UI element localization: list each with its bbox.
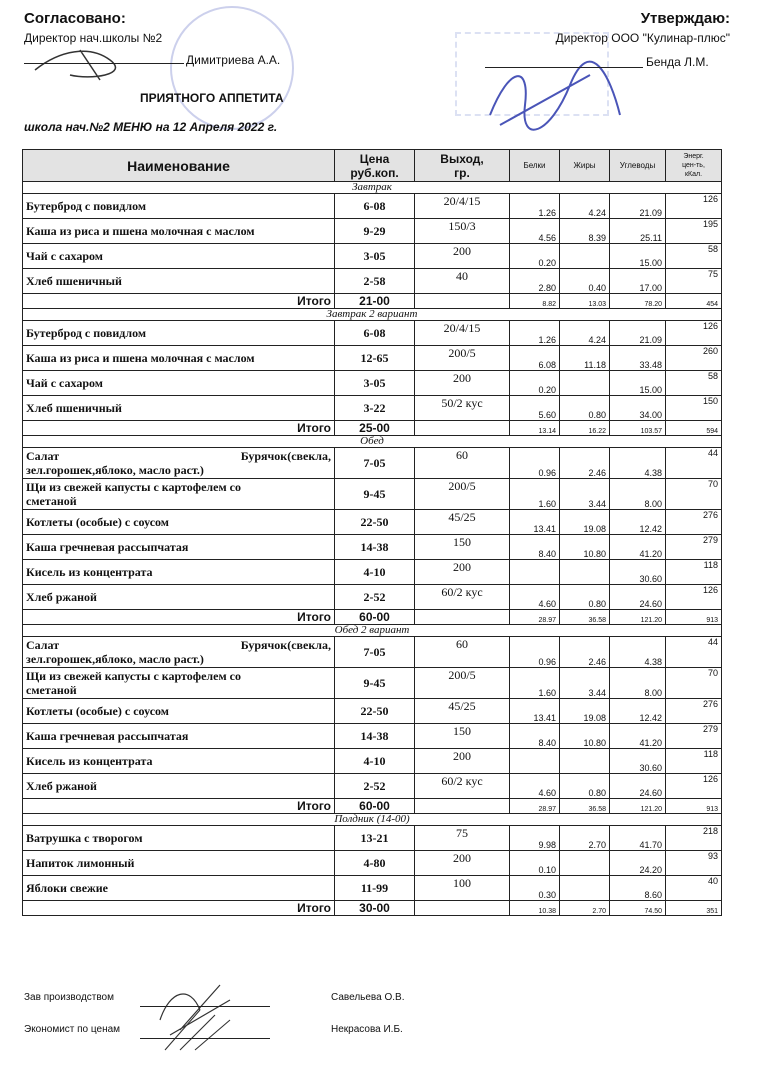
item-fat <box>560 560 610 585</box>
director-signature <box>470 55 640 145</box>
item-protein: 0.20 <box>510 244 560 269</box>
agreed-title: Согласовано: <box>24 10 126 27</box>
item-name: Чай с сахаром <box>23 371 335 396</box>
item-carbs: 8.00 <box>610 668 666 699</box>
item-name: Каша из риса и пшена молочная с маслом <box>23 346 335 371</box>
item-fat: 3.44 <box>560 668 610 699</box>
table-row <box>23 699 722 724</box>
total-price: 25-00 <box>335 421 415 436</box>
item-protein: 8.40 <box>510 724 560 749</box>
item-name-part: Бурячок(свекла, <box>240 638 331 652</box>
item-fat: 0.80 <box>560 585 610 610</box>
item-output: 60/2 кус <box>415 774 510 799</box>
menu-table <box>22 149 722 916</box>
item-carbs: 41.20 <box>610 535 666 560</box>
item-output: 200/5 <box>415 668 510 699</box>
item-energy: 276 <box>666 510 722 535</box>
item-energy: 279 <box>666 724 722 749</box>
item-energy: 195 <box>666 219 722 244</box>
item-energy: 93 <box>666 851 722 876</box>
item-name: Бутерброд с повидлом <box>23 194 335 219</box>
item-protein: 9.98 <box>510 826 560 851</box>
total-output-empty <box>415 421 510 436</box>
item-price: 2-52 <box>335 774 415 799</box>
total-energy: 351 <box>666 901 722 916</box>
item-fat: 4.24 <box>560 194 610 219</box>
item-price: 22-50 <box>335 699 415 724</box>
item-output: 200 <box>415 851 510 876</box>
total-fat: 36.58 <box>560 799 610 814</box>
footer-role-production: Зав производством <box>24 992 114 1003</box>
footer-role-economist: Экономист по ценам <box>24 1024 121 1035</box>
item-protein <box>510 749 560 774</box>
item-price: 4-10 <box>335 560 415 585</box>
total-label: Итого <box>23 421 335 436</box>
item-carbs: 25.11 <box>610 219 666 244</box>
item-protein: 0.30 <box>510 876 560 901</box>
table-row <box>23 826 722 851</box>
item-output: 150 <box>415 535 510 560</box>
item-output: 20/4/15 <box>415 321 510 346</box>
item-energy: 58 <box>666 244 722 269</box>
item-output: 200/5 <box>415 346 510 371</box>
item-price: 11-99 <box>335 876 415 901</box>
section-header <box>23 814 722 826</box>
total-label: Итого <box>23 294 335 309</box>
table-row <box>23 479 722 510</box>
item-name-part: зел.горошек,яблоко, масло раст.) <box>26 652 204 666</box>
total-output-empty <box>415 799 510 814</box>
total-energy: 454 <box>666 294 722 309</box>
item-carbs: 12.42 <box>610 510 666 535</box>
item-output: 45/25 <box>415 699 510 724</box>
item-protein: 2.80 <box>510 269 560 294</box>
section-title: Обед 2 вариант <box>23 625 722 637</box>
item-carbs: 24.60 <box>610 585 666 610</box>
col-protein: Белки <box>510 150 560 182</box>
item-fat: 0.80 <box>560 396 610 421</box>
item-carbs: 15.00 <box>610 244 666 269</box>
item-output: 200 <box>415 749 510 774</box>
total-price: 30-00 <box>335 901 415 916</box>
item-price: 12-65 <box>335 346 415 371</box>
section-title: Обед <box>23 436 722 448</box>
section-title: Полдник (14-00) <box>23 814 722 826</box>
item-protein: 8.40 <box>510 535 560 560</box>
item-name: Хлеб пшеничный <box>23 396 335 421</box>
table-header-row <box>23 150 722 182</box>
item-name-part: Салат <box>26 449 60 463</box>
total-energy: 913 <box>666 799 722 814</box>
item-name: Чай с сахаром <box>23 244 335 269</box>
agreed-signature-line <box>24 63 184 64</box>
item-price: 9-45 <box>335 479 415 510</box>
footer-person-economist: Некрасова И.Б. <box>331 1024 403 1035</box>
total-row <box>23 421 722 436</box>
item-protein: 0.10 <box>510 851 560 876</box>
item-energy: 126 <box>666 321 722 346</box>
item-protein: 6.08 <box>510 346 560 371</box>
item-energy: 70 <box>666 668 722 699</box>
approver-signature <box>30 40 150 90</box>
section-title: Завтрак 2 вариант <box>23 309 722 321</box>
total-output-empty <box>415 294 510 309</box>
total-protein: 8.82 <box>510 294 560 309</box>
total-energy: 594 <box>666 421 722 436</box>
item-energy: 58 <box>666 371 722 396</box>
table-row <box>23 774 722 799</box>
item-fat <box>560 876 610 901</box>
item-carbs: 24.60 <box>610 774 666 799</box>
agreed-position: Директор нач.школы №2 <box>24 31 163 45</box>
table-row <box>23 371 722 396</box>
total-fat: 36.58 <box>560 610 610 625</box>
item-protein: 1.26 <box>510 194 560 219</box>
item-carbs: 17.00 <box>610 269 666 294</box>
item-fat <box>560 244 610 269</box>
item-name: Хлеб ржаной <box>23 585 335 610</box>
total-protein: 28.97 <box>510 799 560 814</box>
item-protein: 0.96 <box>510 448 560 479</box>
col-price: Цена руб.коп. <box>335 150 415 182</box>
total-protein: 13.14 <box>510 421 560 436</box>
item-protein: 1.60 <box>510 479 560 510</box>
item-carbs: 4.38 <box>610 448 666 479</box>
table-row <box>23 396 722 421</box>
item-fat: 2.46 <box>560 448 610 479</box>
item-fat: 3.44 <box>560 479 610 510</box>
item-carbs: 21.09 <box>610 321 666 346</box>
item-price: 2-58 <box>335 269 415 294</box>
table-row <box>23 321 722 346</box>
item-carbs: 8.60 <box>610 876 666 901</box>
item-name: Хлеб пшеничный <box>23 269 335 294</box>
total-row <box>23 610 722 625</box>
footer-line-2 <box>140 1038 270 1039</box>
item-name-part: зел.горошек,яблоко, масло раст.) <box>26 463 204 477</box>
item-output: 20/4/15 <box>415 194 510 219</box>
item-name <box>23 448 335 479</box>
item-energy: 44 <box>666 448 722 479</box>
item-name-part: Щи из свежей капусты с картофелем со <box>26 480 241 494</box>
item-name: Котлеты (особые) с соусом <box>23 699 335 724</box>
footer-signature-2 <box>160 1005 240 1055</box>
total-row <box>23 901 722 916</box>
item-protein: 1.60 <box>510 668 560 699</box>
item-name: Каша гречневая рассыпчатая <box>23 724 335 749</box>
table-row <box>23 244 722 269</box>
total-price: 60-00 <box>335 610 415 625</box>
footer-person-production: Савельева О.В. <box>331 992 405 1003</box>
item-output: 200 <box>415 560 510 585</box>
item-name <box>23 637 335 668</box>
table-row <box>23 269 722 294</box>
item-fat: 19.08 <box>560 510 610 535</box>
item-carbs: 30.60 <box>610 749 666 774</box>
item-output: 200 <box>415 371 510 396</box>
item-name: Хлеб ржаной <box>23 774 335 799</box>
item-price: 6-08 <box>335 194 415 219</box>
item-output: 150 <box>415 724 510 749</box>
item-price: 14-38 <box>335 535 415 560</box>
item-carbs: 41.20 <box>610 724 666 749</box>
item-carbs: 21.09 <box>610 194 666 219</box>
item-name: Каша из риса и пшена молочная с маслом <box>23 219 335 244</box>
total-carbs: 78.20 <box>610 294 666 309</box>
total-carbs: 103.57 <box>610 421 666 436</box>
item-name: Котлеты (особые) с соусом <box>23 510 335 535</box>
school-stamp <box>170 6 294 130</box>
total-output-empty <box>415 610 510 625</box>
item-energy: 70 <box>666 479 722 510</box>
section-header <box>23 436 722 448</box>
table-row <box>23 668 722 699</box>
item-name-part: Щи из свежей капусты с картофелем со <box>26 669 241 683</box>
item-fat: 2.70 <box>560 826 610 851</box>
total-carbs: 121.20 <box>610 610 666 625</box>
item-protein: 4.60 <box>510 585 560 610</box>
item-name-part: сметаной <box>26 494 77 508</box>
col-name: Наименование <box>23 150 335 182</box>
item-price: 2-52 <box>335 585 415 610</box>
total-row <box>23 294 722 309</box>
item-name-part: Салат <box>26 638 60 652</box>
item-energy: 276 <box>666 699 722 724</box>
item-carbs: 34.00 <box>610 396 666 421</box>
table-row <box>23 876 722 901</box>
item-output: 40 <box>415 269 510 294</box>
total-output-empty <box>415 901 510 916</box>
item-name: Каша гречневая рассыпчатая <box>23 535 335 560</box>
item-carbs: 8.00 <box>610 479 666 510</box>
item-output: 200 <box>415 244 510 269</box>
item-price: 3-22 <box>335 396 415 421</box>
item-energy: 218 <box>666 826 722 851</box>
agreed-person: Димитриева А.А. <box>186 53 281 67</box>
item-price: 4-10 <box>335 749 415 774</box>
item-name: Яблоки свежие <box>23 876 335 901</box>
item-output: 60 <box>415 448 510 479</box>
item-output: 100 <box>415 876 510 901</box>
item-name: Кисель из концентрата <box>23 749 335 774</box>
item-fat: 0.40 <box>560 269 610 294</box>
item-output: 60 <box>415 637 510 668</box>
item-fat: 4.24 <box>560 321 610 346</box>
item-name: Кисель из концентрата <box>23 560 335 585</box>
total-carbs: 74.50 <box>610 901 666 916</box>
item-output: 50/2 кус <box>415 396 510 421</box>
footer-line-1 <box>140 1006 270 1007</box>
item-price: 3-05 <box>335 371 415 396</box>
item-energy: 126 <box>666 585 722 610</box>
item-price: 9-29 <box>335 219 415 244</box>
item-name-part: Бурячок(свекла, <box>240 449 331 463</box>
item-fat: 8.39 <box>560 219 610 244</box>
item-energy: 279 <box>666 535 722 560</box>
section-header <box>23 625 722 637</box>
approve-signature-line <box>485 67 643 68</box>
item-protein: 0.20 <box>510 371 560 396</box>
item-price: 7-05 <box>335 637 415 668</box>
total-fat: 16.22 <box>560 421 610 436</box>
item-energy: 44 <box>666 637 722 668</box>
item-carbs: 24.20 <box>610 851 666 876</box>
item-fat <box>560 749 610 774</box>
item-price: 7-05 <box>335 448 415 479</box>
section-title: Завтрак <box>23 182 722 194</box>
item-price: 6-08 <box>335 321 415 346</box>
table-row <box>23 510 722 535</box>
item-energy: 75 <box>666 269 722 294</box>
item-protein: 4.60 <box>510 774 560 799</box>
item-protein: 13.41 <box>510 699 560 724</box>
item-protein: 5.60 <box>510 396 560 421</box>
item-name: Напиток лимонный <box>23 851 335 876</box>
table-row <box>23 851 722 876</box>
item-name: Бутерброд с повидлом <box>23 321 335 346</box>
item-price: 9-45 <box>335 668 415 699</box>
item-carbs: 4.38 <box>610 637 666 668</box>
item-fat <box>560 851 610 876</box>
total-protein: 28.97 <box>510 610 560 625</box>
approve-person: Бенда Л.М. <box>646 55 709 69</box>
item-fat: 0.80 <box>560 774 610 799</box>
item-fat: 10.80 <box>560 535 610 560</box>
item-energy: 260 <box>666 346 722 371</box>
item-energy: 118 <box>666 749 722 774</box>
item-output: 150/3 <box>415 219 510 244</box>
item-fat <box>560 371 610 396</box>
item-protein: 4.56 <box>510 219 560 244</box>
approve-position: Директор ООО "Кулинар-плюс" <box>555 31 730 45</box>
item-name <box>23 668 335 699</box>
section-header <box>23 309 722 321</box>
table-row <box>23 219 722 244</box>
col-output: Выход, гр. <box>415 150 510 182</box>
total-price: 21-00 <box>335 294 415 309</box>
item-carbs: 33.48 <box>610 346 666 371</box>
col-carbs: Углеводы <box>610 150 666 182</box>
item-fat: 19.08 <box>560 699 610 724</box>
item-price: 14-38 <box>335 724 415 749</box>
total-carbs: 121.20 <box>610 799 666 814</box>
item-protein: 0.96 <box>510 637 560 668</box>
item-energy: 118 <box>666 560 722 585</box>
table-row <box>23 448 722 479</box>
item-energy: 150 <box>666 396 722 421</box>
table-row <box>23 535 722 560</box>
item-output: 45/25 <box>415 510 510 535</box>
approve-title: Утверждаю: <box>640 10 730 27</box>
item-protein: 1.26 <box>510 321 560 346</box>
table-row <box>23 194 722 219</box>
total-fat: 13.03 <box>560 294 610 309</box>
item-name-part: сметаной <box>26 683 77 697</box>
total-price: 60-00 <box>335 799 415 814</box>
table-row <box>23 585 722 610</box>
total-label: Итого <box>23 799 335 814</box>
table-row <box>23 749 722 774</box>
item-output: 200/5 <box>415 479 510 510</box>
total-energy: 913 <box>666 610 722 625</box>
col-fat: Жиры <box>560 150 610 182</box>
item-price: 13-21 <box>335 826 415 851</box>
item-carbs: 41.70 <box>610 826 666 851</box>
item-fat: 11.18 <box>560 346 610 371</box>
total-row <box>23 799 722 814</box>
section-header <box>23 182 722 194</box>
item-price: 3-05 <box>335 244 415 269</box>
item-fat: 2.46 <box>560 637 610 668</box>
table-row <box>23 637 722 668</box>
item-energy: 126 <box>666 194 722 219</box>
bon-appetit: ПРИЯТНОГО АППЕТИТА <box>140 91 284 105</box>
item-price: 22-50 <box>335 510 415 535</box>
total-label: Итого <box>23 901 335 916</box>
item-name: Ватрушка с творогом <box>23 826 335 851</box>
item-energy: 126 <box>666 774 722 799</box>
col-energy: Энерг. цен-ть, кКал. <box>666 150 722 182</box>
item-price: 4-80 <box>335 851 415 876</box>
item-output: 60/2 кус <box>415 585 510 610</box>
item-output: 75 <box>415 826 510 851</box>
item-protein <box>510 560 560 585</box>
item-protein: 13.41 <box>510 510 560 535</box>
item-carbs: 15.00 <box>610 371 666 396</box>
total-protein: 10.38 <box>510 901 560 916</box>
table-row <box>23 724 722 749</box>
item-name <box>23 479 335 510</box>
item-carbs: 30.60 <box>610 560 666 585</box>
item-energy: 40 <box>666 876 722 901</box>
item-fat: 10.80 <box>560 724 610 749</box>
menu-title: школа нач.№2 МЕНЮ на 12 Апреля 2022 г. <box>24 120 278 134</box>
total-fat: 2.70 <box>560 901 610 916</box>
table-row <box>23 346 722 371</box>
item-carbs: 12.42 <box>610 699 666 724</box>
table-row <box>23 560 722 585</box>
total-label: Итого <box>23 610 335 625</box>
